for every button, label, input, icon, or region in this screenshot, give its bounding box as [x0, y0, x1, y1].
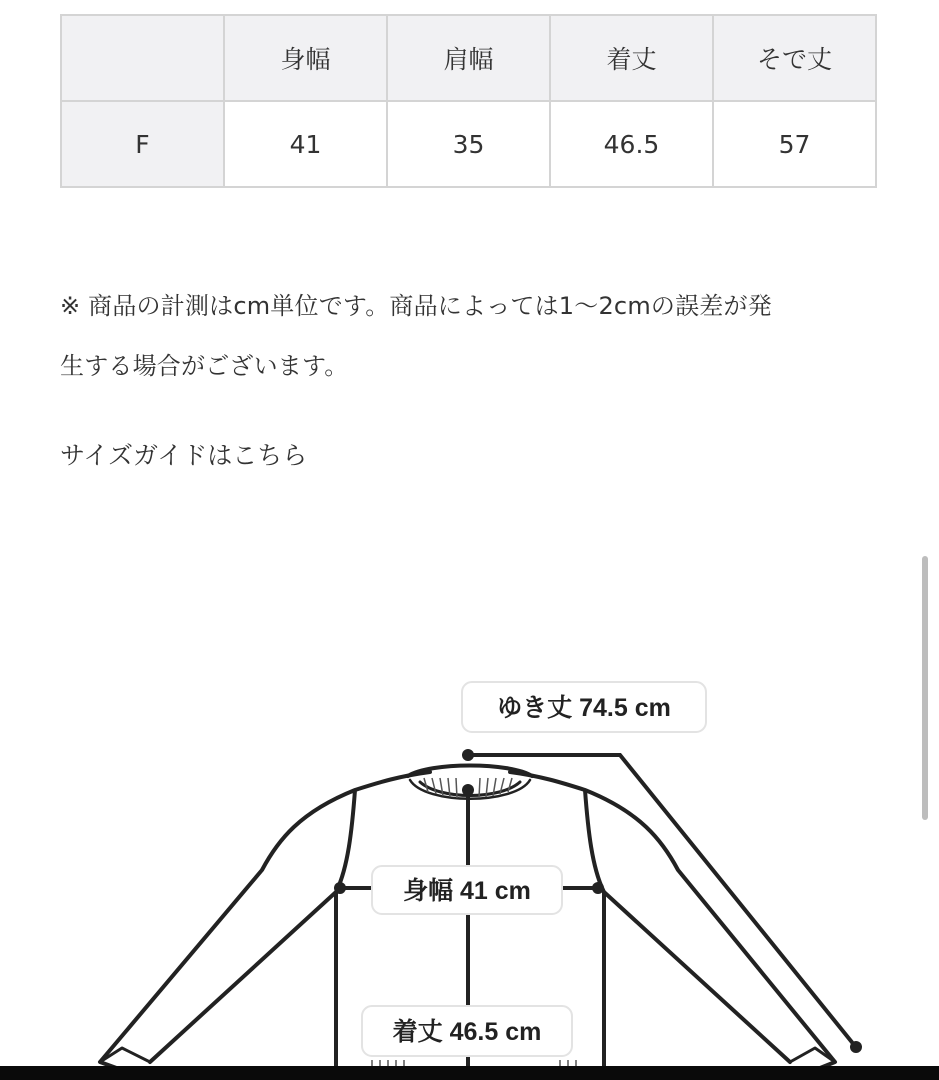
kitake-label-pill: [362, 1006, 572, 1056]
size-cell: F: [61, 101, 224, 187]
value-cell-sodetake: 57: [713, 101, 876, 187]
header-cell-katahaba: 肩幅: [387, 15, 550, 101]
yuki-label-pill: [462, 682, 706, 732]
header-cell-sodetake: そで丈: [713, 15, 876, 101]
kitake-start-dot: [462, 784, 474, 796]
size-guide-link[interactable]: サイズガイドはこちら: [60, 441, 308, 470]
value-cell-mihaba: 41: [224, 101, 387, 187]
value-cell-katahaba: 35: [387, 101, 550, 187]
mihaba-right-dot: [592, 882, 604, 894]
scrollbar-thumb[interactable]: [922, 556, 928, 820]
measurement-note-line1: ※ 商品の計測はcm単位です。商品によっては1〜2cmの誤差が発: [60, 292, 772, 320]
mihaba-left-dot: [334, 882, 346, 894]
mihaba-label-pill: [372, 866, 562, 914]
header-cell-kitake: 着丈: [550, 15, 713, 101]
yuki-label: ゆき丈 74.5 cm: [497, 694, 671, 722]
measurement-note-line2: 生する場合がございます。: [60, 352, 349, 380]
mihaba-label: 身幅 41 cm: [403, 877, 531, 905]
value-cell-kitake: 46.5: [550, 101, 713, 187]
left-sleeve-inner: [150, 892, 336, 1062]
yuki-end-dot: [850, 1041, 862, 1053]
yuki-start-dot: [462, 749, 474, 761]
right-sleeve-inner: [604, 892, 790, 1062]
bottom-edge-bar: [0, 1066, 939, 1080]
header-cell-mihaba: 身幅: [224, 15, 387, 101]
kitake-label: 着丈 46.5 cm: [392, 1018, 542, 1046]
